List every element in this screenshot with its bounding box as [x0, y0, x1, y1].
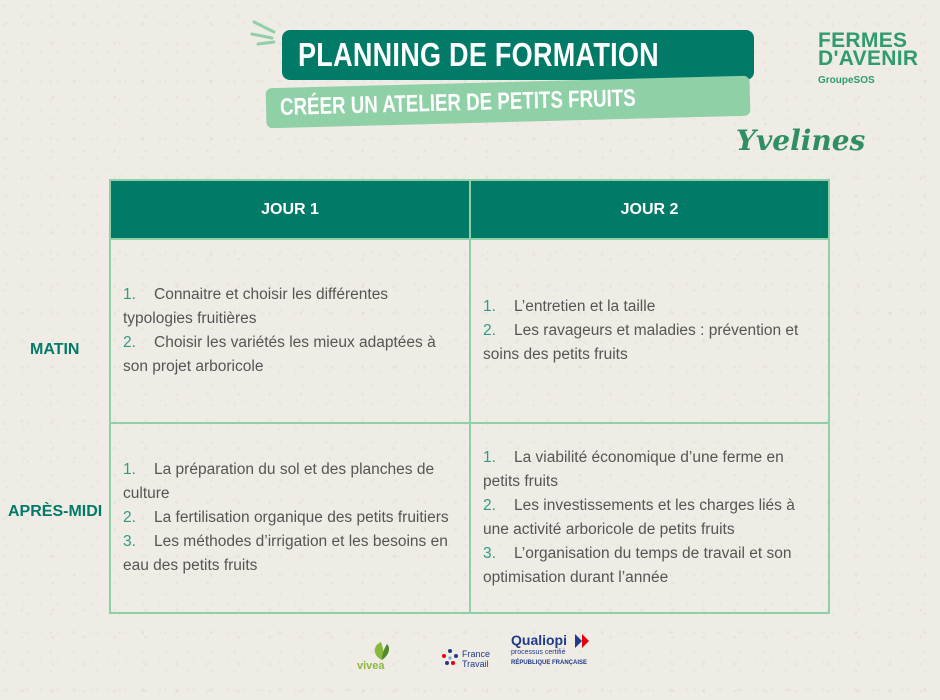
qualiopi-subtext: processus certifié: [511, 649, 566, 656]
logo-line2: D'AVENIR: [818, 47, 919, 70]
list-item: 2. Les investissements et les charges liés à une activité arboricole de petits fruits: [483, 497, 795, 538]
subtitle-banner: [266, 76, 751, 129]
activity-list: [123, 283, 459, 379]
column-header-day2: JOUR 2: [471, 181, 828, 238]
column-header-day1: JOUR 1: [111, 181, 469, 238]
region-label: Yvelines: [736, 124, 866, 157]
republique-text: RÉPUBLIQUE FRANÇAISE: [511, 660, 588, 666]
cell-matin-day2: [471, 240, 828, 422]
schedule-table: [109, 179, 830, 614]
leaf-icon: [369, 640, 395, 662]
list-item: 3. L’organisation du temps de travail et son optimisation durant l’année: [483, 545, 792, 586]
activity-list: [123, 458, 459, 578]
sparkle-icon: [250, 18, 284, 48]
logo-line1: FERMES: [818, 29, 908, 52]
vivea-text: vivea: [357, 660, 385, 672]
fermes-davenir-logo: [818, 29, 919, 70]
cell-matin-day1: [111, 240, 469, 422]
qualiopi-text: Qualiopi: [511, 632, 567, 648]
cell-apresmidi-day1: [111, 424, 469, 612]
list-item: 2. Choisir les variétés les mieux adaptées à son projet arboricole: [123, 334, 436, 375]
page-subtitle: CRÉER UN ATELIER DE PETITS FRUITS: [279, 84, 637, 121]
list-item: 1. La préparation du sol et des planches de culture: [123, 461, 435, 502]
france-travail-line2: Travail: [462, 659, 489, 669]
list-item: 1. Connaitre et choisir les différentes typologies fruitières: [123, 286, 389, 327]
row-label-matin: MATIN: [30, 341, 80, 358]
qualiopi-logo: [509, 632, 599, 678]
list-item: 2. La fertilisation organique des petits fruitiers: [123, 509, 449, 526]
title-banner: [282, 30, 754, 80]
dots-icon: [440, 648, 460, 668]
activity-list: [483, 446, 818, 590]
list-item: 2. Les ravageurs et maladies : prévention et soins des petits fruits: [483, 322, 799, 363]
qualiopi-arrow-icon: [575, 634, 591, 648]
activity-list: [483, 295, 818, 367]
france-travail-line1: France: [462, 649, 491, 659]
cell-apresmidi-day2: [471, 424, 828, 612]
page-title: PLANNING DE FORMATION: [298, 36, 659, 73]
vivea-logo: [355, 640, 415, 680]
logo-group: GroupeSOS: [818, 75, 875, 86]
list-item: 1. La viabilité économique d’une ferme en petits fruits: [483, 449, 784, 490]
list-item: 1. L’entretien et la taille: [483, 298, 656, 315]
list-item: 3. Les méthodes d’irrigation et les besoins en eau des petits fruits: [123, 533, 448, 574]
france-travail-logo: [440, 646, 492, 672]
row-label-apres-midi: APRÈS-MIDI: [8, 503, 103, 520]
